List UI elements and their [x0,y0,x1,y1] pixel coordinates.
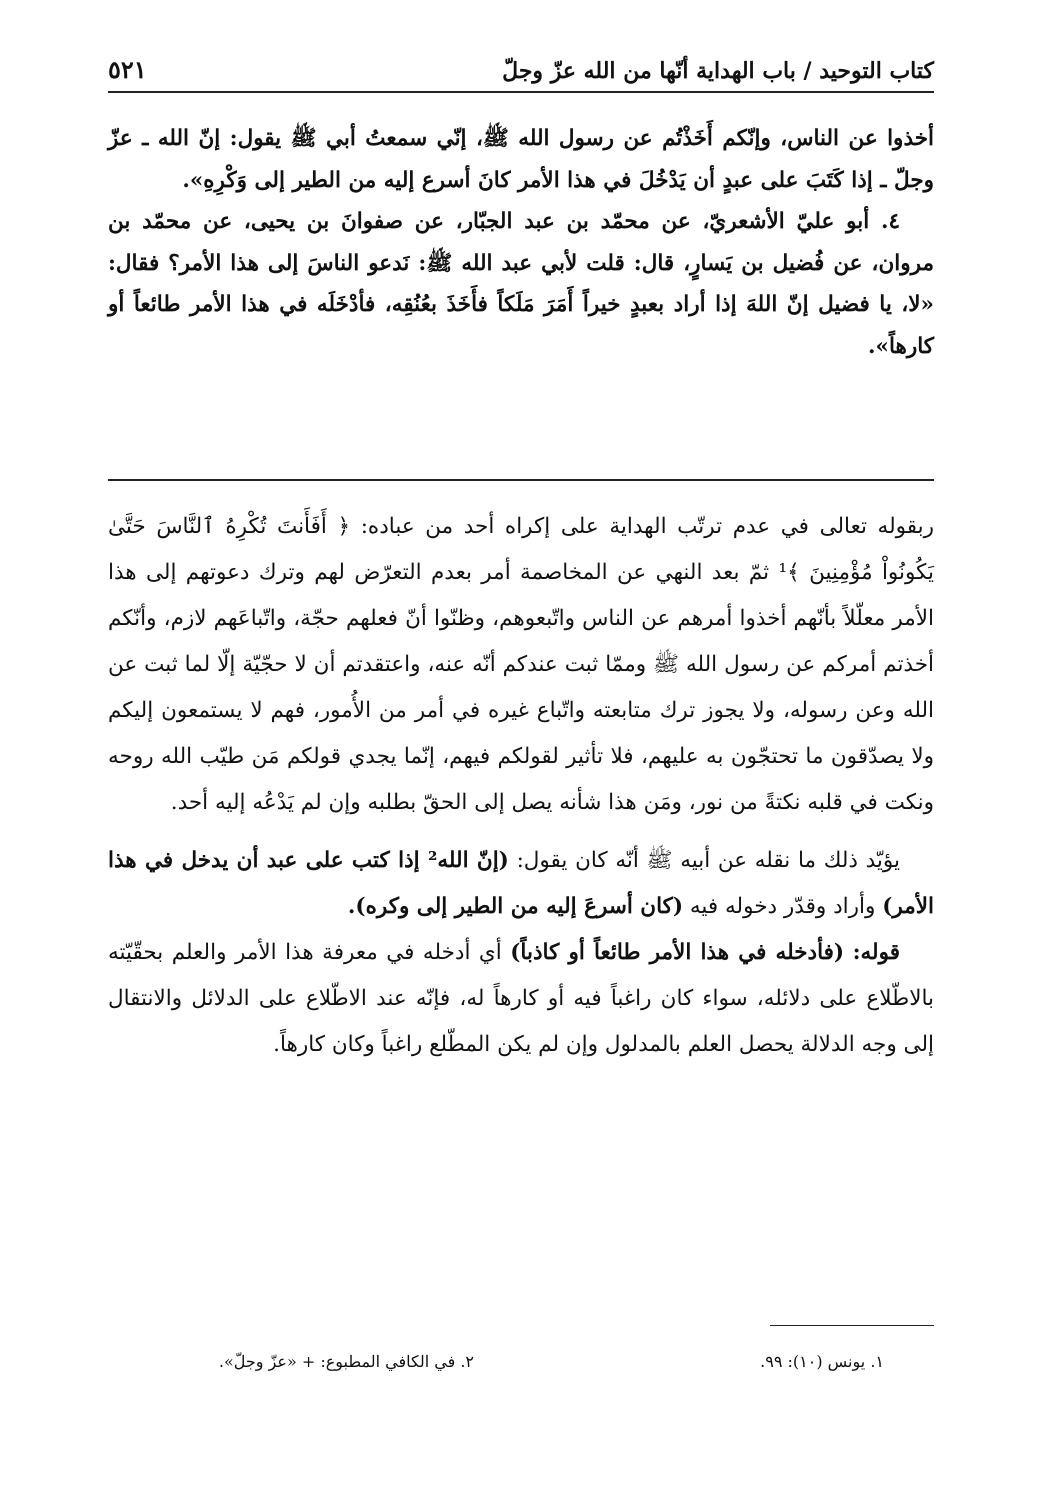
hadith-paragraph-3-end: أخذوا عن الناس، وإنّكم أَخَذْتُم عن رسول الله ﷺ، إنّي سمعتُ أبي ﷺ يقول: إنّ الله ـ عزّ وجلّ ـ إذا كَتَبَ على عبدٍ أن يَدْخُلَ في هذا الأمر كانَ أسرع إليه من الطير إلى وَكْرِهِ». [108,126,934,193]
commentary-p2-quote-1: (إنّ الله² إذا كتب على عبد أن يدخل في هذا الأمر) [108,848,934,919]
commentary-paragraph-1: ربقوله تعالى في عدم ترتّب الهداية على إكراه أحد من عباده: ﴿ أَفَأَنتَ تُكْرِهُ ٱلنَّاسَ حَتَّىٰ يَكُونُواْ مُؤْمِنِينَ ﴾¹ ثمّ بعد النهي عن المخاصمة أمر بعدم التعرّض لهم وترك دعوتهم إلى هذا الأمر معلّلاً بأنّهم أخذوا أمرهم عن الناس واتّبعوهم، وظنّوا أنّ فعلهم حجّة، واتّباعَهم لازم، وأنّكم أخذتم أمركم عن رسول الله ﷺ وممّا ثبت عندكم أنّه عنه، واعتقدتم أن لا حجّيّة إلّا لما ثبت عن الله وعن رسوله، ولا يجوز ترك متابعته واتّباع غيره في أمر من الأُمور، فهم لا يستمعون إليكم ولا يصدّقون ما تحتجّون به عليهم، فلا تأثير لقولكم فيهم، إنّما يجدي قولكم مَن طيّب الله روحه ونكت في قلبه نكتةً من نور، ومَن هذا شأنه يصل إلى الحقّ بطلبه وإن لم يَدْعُه إليه أحد. [108,514,934,815]
page-number: ٥٢١ [108,55,147,84]
hadith-paragraph-4: ٤. أبو عليّ الأشعريّ، عن محمّد بن عبد الجبّار، عن صفوانَ بن يحيى، عن محمّد بن مروان، عن فُضيل بن يَسارٍ، قال: قلت لأبي عبد الله ﷺ: نَدعو الناسَ إلى هذا الأمر؟ فقال: «لا، يا فضيل إنّ اللهَ إذا أراد بعبدٍ خيراً أَمَرَ مَلَكاً فأَخَذَ بعُنُقِه، فأدْخَلَه في هذا الأمر طائعاً أو كارهاً». [108,209,934,359]
page-header [108,44,934,84]
footnotes [108,1352,934,1371]
commentary-p2-quote-2: (كان أسرعَ إليه من الطير إلى وكره). [347,894,684,919]
commentary-p2-mid: وأراد وقدّر دخوله فيه [689,894,876,919]
hadith-text [108,118,934,367]
commentary-paragraph-2 [108,838,934,930]
header-rule [108,91,934,93]
running-title: كتاب التوحيد / باب الهداية أنّها من الله عزّ وجلّ [502,58,934,84]
section-divider [108,479,934,481]
commentary-p3-rest: أي أدخله في معرفة هذا الأمر والعلم بحقّيّته بالاطّلاع على دلائله، سواء كان راغباً فيه أو كارهاً له، فإنّه عند الاطّلاع على الدلائل والانتقال إلى وجه الدلالة يحصل العلم بالمدلول وإن لم يكن المطّلع راغباً وكان كارهاً. [108,940,934,1057]
commentary-text [108,504,934,1068]
footnote-rule [770,1325,934,1326]
footnote-1: ١. يونس (١٠): ٩٩. [760,1352,884,1371]
footnote-2: ٢. في الكافي المطبوع: + «عزّ وجلّ». [218,1352,474,1371]
commentary-p2-lead: يؤيّد ذلك ما نقله عن أبيه ﷺ أنّه كان يقول: [516,848,901,873]
commentary-p3-label: قوله: [852,940,900,965]
commentary-paragraph-3 [108,930,934,1068]
commentary-p3-quote: (فأدخله في هذا الأمر طائعاً أو كاذباً) [510,940,845,965]
